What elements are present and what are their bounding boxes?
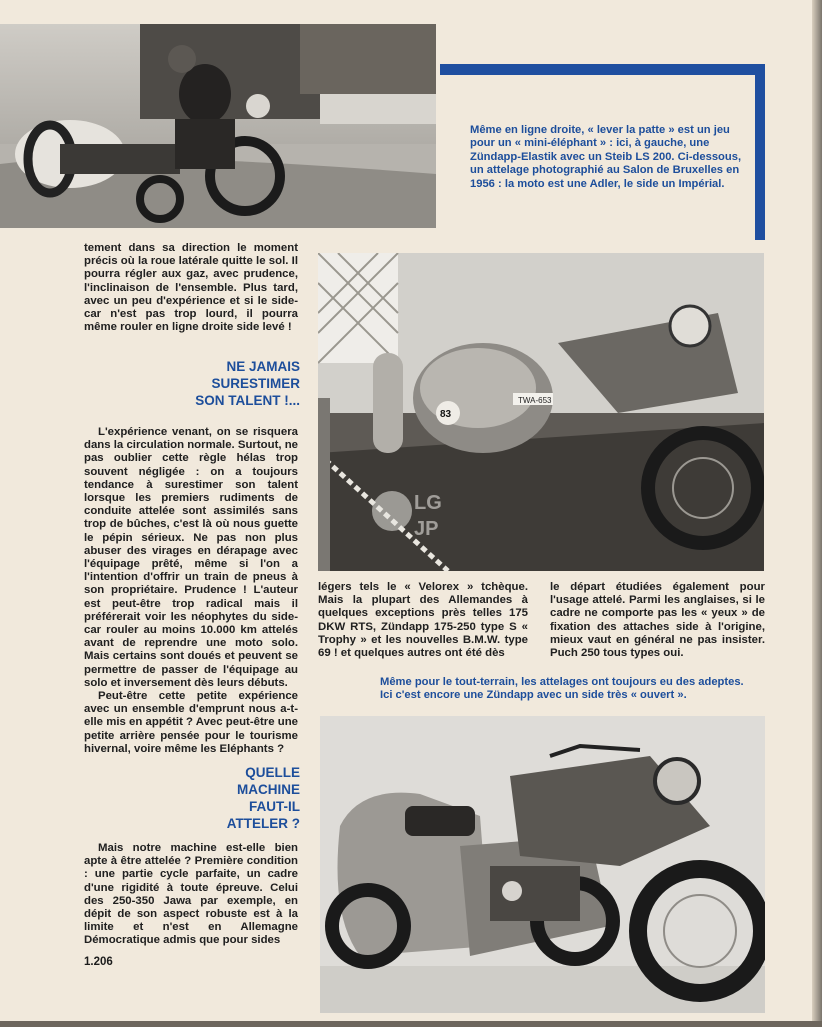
photo-adler-imperial-sidecar [318, 253, 764, 571]
watermark-line-1: LG [414, 492, 442, 514]
heading-1-line-2: SURESTIMER [211, 376, 300, 391]
caption-bottom: Même pour le tout-terrain, les attelages ont toujours eu des adeptes. Ici c'est encore une Zündapp avec un side très « ouvert ». [380, 676, 744, 702]
paragraph-intro-text: tement dans sa direction le moment précis où la roue latérale quitte le sol. Il pourra régler aux gaz, avec prudence, l'inclinaison de l'ensemble. Plus tard, avec un peu d'expérience et si le side-car n'est pas trop lourd, il pourra même rouler en ligne droite side levé ! [84, 242, 298, 334]
heading-quelle-machine [200, 764, 300, 832]
caption-frame-side [755, 64, 765, 240]
heading-1-line-1: NE JAMAIS [226, 359, 300, 374]
photo-sidecar-wheel-lift [0, 24, 436, 228]
heading-2-line-4: ATTELER ? [226, 816, 300, 831]
page-edge-right [812, 0, 822, 1027]
watermark-logo [370, 481, 460, 545]
section-1-text [84, 426, 298, 756]
paragraph-intro [84, 242, 298, 334]
section-1-paragraph-2: Peut-être cette petite expérience avec un ensemble d'emprunt nous a-t-elle mis en appétit ? Avec peut-être une petite arrière pensée pour le tourisme hivernal, voire même les Eléphants ? [84, 690, 298, 755]
page-number: 1.206 [84, 956, 113, 968]
heading-2-line-2: MACHINE [237, 782, 300, 797]
license-plate-text: TWA-653 [518, 396, 552, 405]
caption-top: Même en ligne droite, « lever la patte » est un jeu pour un « mini-éléphant » : ici, à gauche, une Zündapp-Elastik avec un Steib LS 200. Ci-dessous, un attelage photographié au Salon de Bruxelles en 1956 : la moto est une Adler, le side un Impérial. [470, 124, 742, 190]
column-right-text: le départ étudiées également pour l'usage attelé. Parmi les anglaises, si le cadre ne comporte pas les « yeux » de fixation des attaches side à l'origine, mieux vaut en général ne pas insister. Puch 250 tous types oui. [550, 581, 765, 660]
heading-2-line-3: FAUT-IL [249, 799, 300, 814]
section-2-paragraph: Mais notre machine est-elle bien apte à être attelée ? Première condition : une partie cycle parfaite, un cadre d'une rigidité à toute épreuve. Celui des 250-350 Jawa par exemple, en dépit de son aspect robuste est à la limite et n'est en Allemagne Démocratique admis que pour sides [84, 842, 298, 947]
section-2-text [84, 842, 298, 948]
column-right [550, 581, 765, 660]
page-edge-bottom [0, 1021, 822, 1027]
caption-frame-top [440, 64, 765, 75]
section-1-paragraph-1: L'expérience venant, on se risquera dans la circulation normale. Surtout, ne pas oublier cette règle hélas trop souvent négligée : on a toujours tendance à surestimer son talent lorsque les premiers rudiments de conduite attelée sont assimilés sans trop de bûches, c'est là où nous guette le pépin sérieux. Ne pas non plus abuser des virages en dérapage avec l'équipage prêté, même si l'on a l'intention d'offrir un train de pneus à son propriétaire. Prudence ! L'auteur est peut-être trop radical mais il préférerait voir les néophytes du side-car rouler au moins 10.000 km attelés avant de reprendre une moto solo. Mais certains sont doués et peuvent se permettre de passer de l'équipage au solo et inversement dès leurs débuts. [84, 426, 298, 689]
watermark-line-2: JP [414, 518, 439, 540]
photo-zundapp-offroad-sidecar [320, 716, 765, 1013]
column-middle [318, 581, 528, 660]
heading-2-line-1: QUELLE [245, 765, 300, 780]
sidecar-number-text: 83 [440, 409, 452, 420]
column-middle-text: légers tels le « Velorex » tchèque. Mais la plupart des Allemandes à quelques exceptions près telles 175 DKW RTS, Zündapp 175-250 type S « Trophy » et les nouvelles B.M.W. type 69 ! et quelques autres ont été dès [318, 581, 528, 660]
heading-ne-jamais-surestimer [140, 358, 300, 409]
heading-1-line-3: SON TALENT !... [195, 393, 300, 408]
